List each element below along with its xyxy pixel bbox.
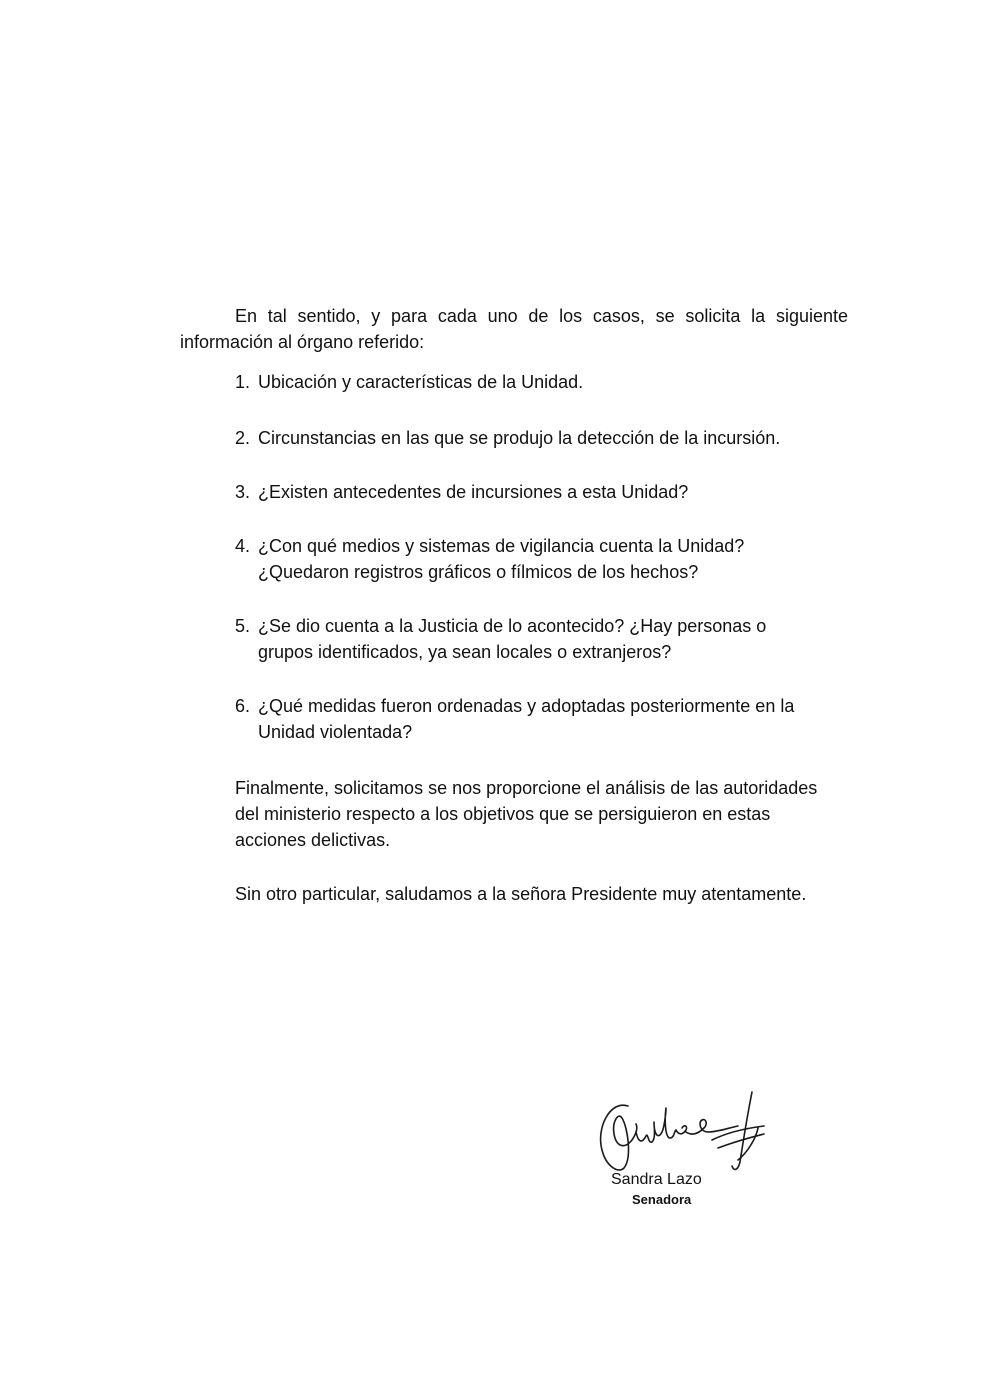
- request-item-5: [180, 613, 848, 665]
- request-number: 4.: [235, 536, 251, 556]
- request-item-3: [180, 479, 848, 505]
- request-number: 1.: [235, 372, 251, 392]
- request-item-1: [180, 369, 848, 395]
- signer-role: Senadora: [632, 1192, 692, 1207]
- request-text: ¿Existen antecedentes de incursiones a esta Unidad?: [258, 482, 689, 502]
- request-number: 2.: [235, 428, 251, 448]
- signature-block: [588, 1088, 788, 1218]
- request-text: Circunstancias en las que se produjo la detección de la incursión.: [258, 428, 781, 448]
- letter-body: [180, 303, 848, 907]
- request-text: Ubicación y características de la Unidad.: [258, 372, 584, 392]
- request-text: ¿Se dio cuenta a la Justicia de lo acontecido? ¿Hay personas o grupos identificados, ya sean locales o extranjeros?: [258, 616, 767, 662]
- request-number: 5.: [235, 616, 251, 636]
- request-list: [180, 369, 848, 745]
- signature-strokes: [601, 1092, 764, 1170]
- request-item-2: [180, 425, 848, 451]
- request-number: 3.: [235, 482, 251, 502]
- request-text: ¿Qué medidas fueron ordenadas y adoptadas posteriormente en la Unidad violentada?: [258, 696, 795, 742]
- request-item-4: [180, 533, 848, 585]
- farewell-paragraph: Sin otro particular, saludamos a la señora Presidente muy atentamente.: [235, 884, 807, 904]
- request-text: ¿Con qué medios y sistemas de vigilancia cuenta la Unidad? ¿Quedaron registros gráficos o fílmicos de los hechos?: [258, 536, 745, 582]
- request-item-6: [180, 693, 848, 745]
- closing-paragraph: Finalmente, solicitamos se nos proporcione el análisis de las autoridades del ministerio respecto a los objetivos que se persiguieron en estas acciones delictivas.: [235, 778, 818, 850]
- intro-paragraph: En tal sentido, y para cada uno de los casos, se solicita la siguiente información al órgano referido:: [180, 306, 848, 352]
- request-number: 6.: [235, 696, 251, 716]
- signer-name: Sandra Lazo: [611, 1171, 702, 1188]
